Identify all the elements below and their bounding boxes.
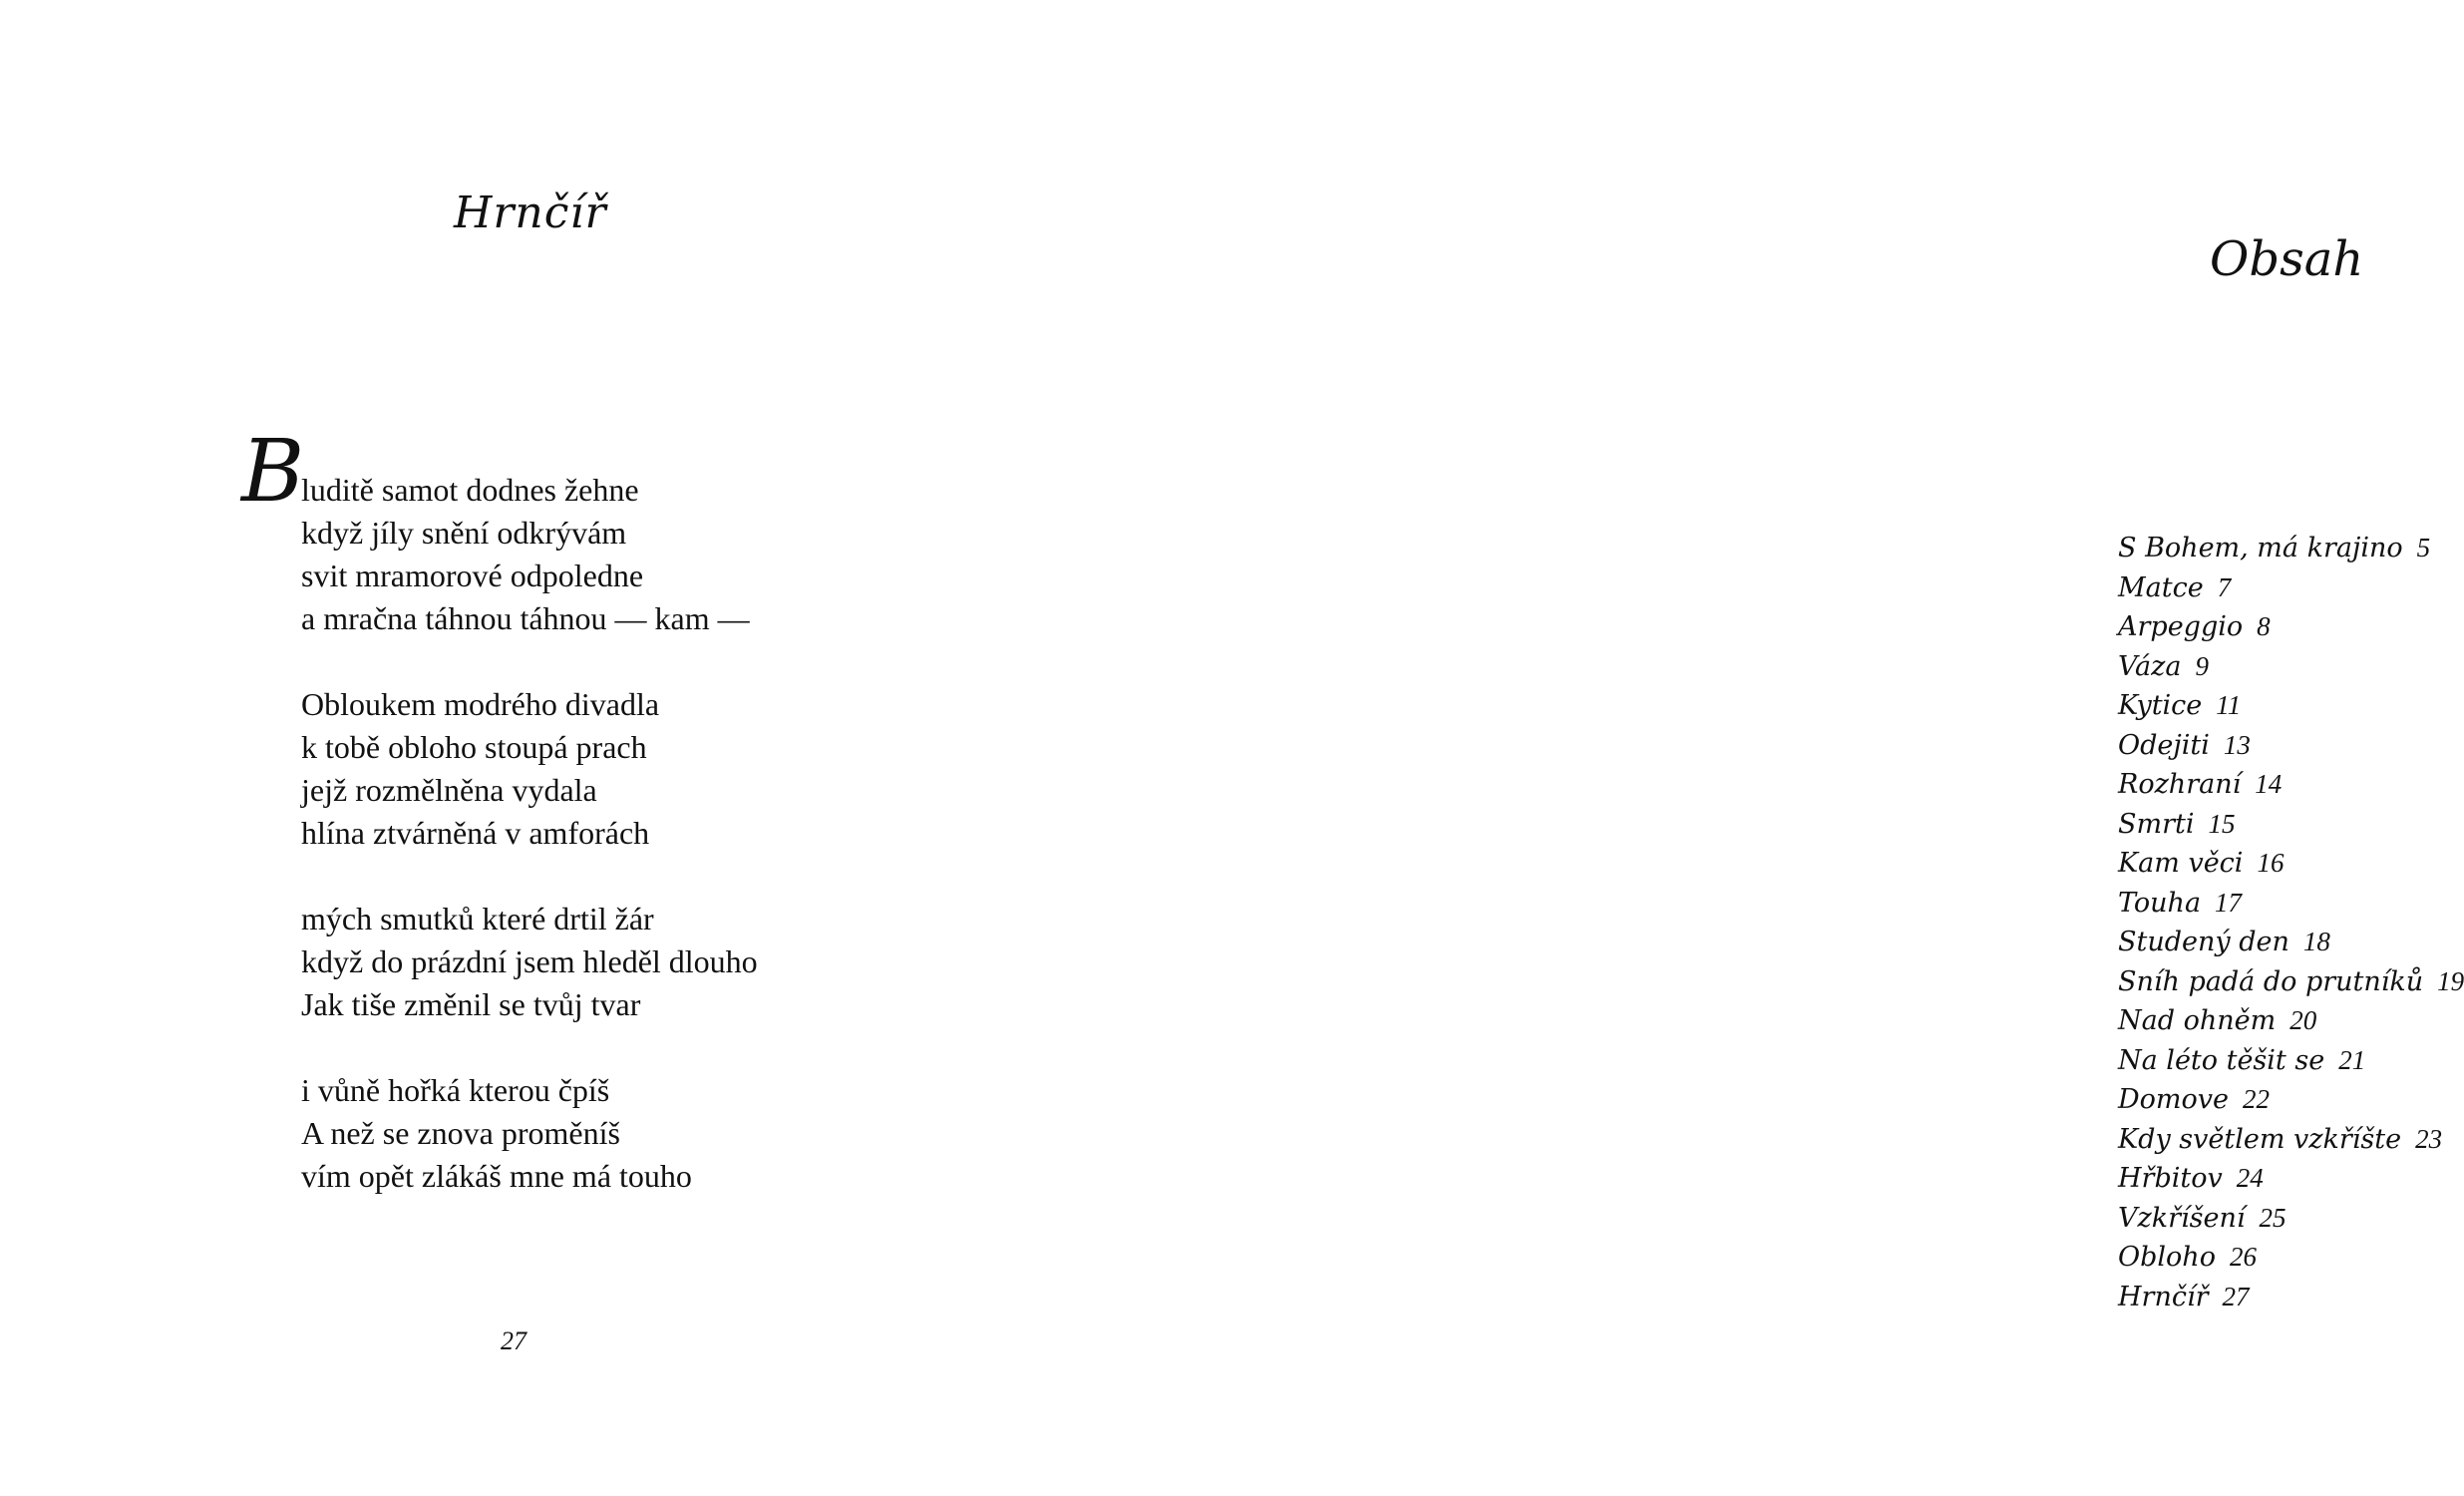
toc-entry [2118, 726, 2464, 766]
verse-line: A než se znova proměníš [301, 1115, 620, 1151]
toc-entry-page: 7 [2217, 571, 2232, 602]
toc-entry-page: 17 [2215, 887, 2243, 918]
toc-entry-page: 5 [2416, 533, 2431, 562]
toc-entry-page: 14 [2255, 769, 2283, 799]
toc-entry-title: Kytice [2118, 690, 2203, 721]
toc-entry [2118, 1001, 2464, 1041]
toc-entry-title: Domove [2118, 1084, 2229, 1115]
table-of-contents [2118, 529, 2464, 1316]
toc-entry-title: Nad ohněm [2118, 1005, 2277, 1036]
toc-entry [2118, 923, 2464, 962]
verse-line: když do prázdní jsem hleděl dlouho [301, 943, 758, 979]
right-page [1031, 0, 2464, 1496]
toc-entry [2118, 1199, 2464, 1239]
verse-line: luditě samot dodnes žehne [301, 472, 639, 508]
toc-title: Obsah [2210, 231, 2364, 287]
toc-entry-title: Odejiti [2118, 729, 2210, 761]
toc-entry-page: 9 [2195, 650, 2209, 681]
toc-entry-title: Rozhraní [2118, 769, 2242, 800]
toc-entry-page: 22 [2243, 1084, 2270, 1114]
toc-entry-title: Sníh padá do prutníků [2118, 965, 2424, 997]
drop-cap: B [241, 422, 305, 522]
verse-line: k tobě obloho stoupá prach [301, 729, 647, 765]
verse-line: i vůně hořká kterou čpíš [301, 1072, 610, 1108]
toc-entry [2118, 607, 2464, 647]
toc-entry-title: Váza [2118, 650, 2182, 682]
toc-entry-title: Kam věci [2118, 848, 2244, 879]
toc-entry-title: Studený den [2118, 927, 2289, 957]
toc-entry-page: 25 [2259, 1202, 2287, 1233]
toc-entry-title: Hřbitov [2118, 1163, 2223, 1194]
toc-entry-title: Kdy světlem vzkříšte [2118, 1123, 2402, 1155]
toc-entry [2118, 805, 2464, 845]
left-page [0, 0, 1031, 1496]
poem-title: Hrnčíř [454, 187, 607, 238]
toc-entry [2118, 962, 2464, 1002]
toc-entry [2118, 1278, 2464, 1317]
toc-entry-page: 26 [2229, 1242, 2257, 1272]
toc-entry [2118, 1120, 2464, 1160]
toc-entry [2118, 1159, 2464, 1199]
page-number: 27 [501, 1326, 527, 1355]
toc-entry-title: Touha [2118, 887, 2202, 919]
toc-entry [2118, 1080, 2464, 1120]
toc-entry-page: 13 [2223, 729, 2251, 760]
verse-line: svit mramorové odpoledne [301, 558, 644, 593]
toc-entry-title: Vzkříšení [2118, 1202, 2246, 1234]
toc-entry-page: 24 [2236, 1163, 2264, 1193]
toc-entry-page: 27 [2222, 1281, 2250, 1311]
verse-line: Jak tiše změnil se tvůj tvar [301, 986, 641, 1022]
verse-line: jejž rozmělněna vydala [301, 772, 597, 808]
toc-entry [2118, 1238, 2464, 1278]
toc-entry [2118, 568, 2464, 608]
verse-line: vím opět zlákáš mne má touho [301, 1158, 692, 1194]
stanza [301, 1069, 758, 1198]
toc-entry-page: 23 [2415, 1123, 2443, 1154]
poem-text [301, 469, 758, 1198]
toc-entry-title: S Bohem, má krajino [2118, 533, 2403, 563]
toc-entry-page: 18 [2302, 927, 2330, 956]
toc-entry-page: 8 [2257, 611, 2271, 641]
toc-entry-page: 16 [2257, 848, 2285, 878]
toc-entry [2118, 765, 2464, 805]
toc-entry [2118, 844, 2464, 884]
toc-entry [2118, 647, 2464, 687]
toc-entry [2118, 529, 2464, 568]
verse-line: když jíly snění odkrývám [301, 515, 627, 551]
toc-entry-page: 19 [2437, 965, 2464, 996]
toc-entry-title: Hrnčíř [2118, 1281, 2209, 1312]
toc-entry [2118, 884, 2464, 924]
toc-entry [2118, 686, 2464, 726]
toc-entry-page: 20 [2289, 1005, 2317, 1035]
toc-entry-title: Arpeggio [2118, 611, 2244, 642]
toc-entry-title: Obloho [2118, 1242, 2216, 1273]
toc-entry-title: Matce [2118, 571, 2204, 603]
stanza [301, 469, 758, 640]
toc-entry-title: Na léto těšit se [2118, 1044, 2325, 1076]
toc-entry-page: 15 [2208, 808, 2236, 839]
verse-line: hlína ztvárněná v amforách [301, 815, 650, 851]
toc-entry-page: 11 [2216, 690, 2242, 720]
toc-entry-page: 21 [2338, 1044, 2366, 1075]
verse-line: mých smutků které drtil žár [301, 901, 654, 936]
stanza [301, 683, 758, 855]
stanza [301, 898, 758, 1026]
toc-entry [2118, 1041, 2464, 1081]
verse-line: a mračna táhnou táhnou — kam — [301, 600, 750, 636]
toc-entry-title: Smrti [2118, 808, 2195, 840]
verse-line: Obloukem modrého divadla [301, 686, 660, 722]
